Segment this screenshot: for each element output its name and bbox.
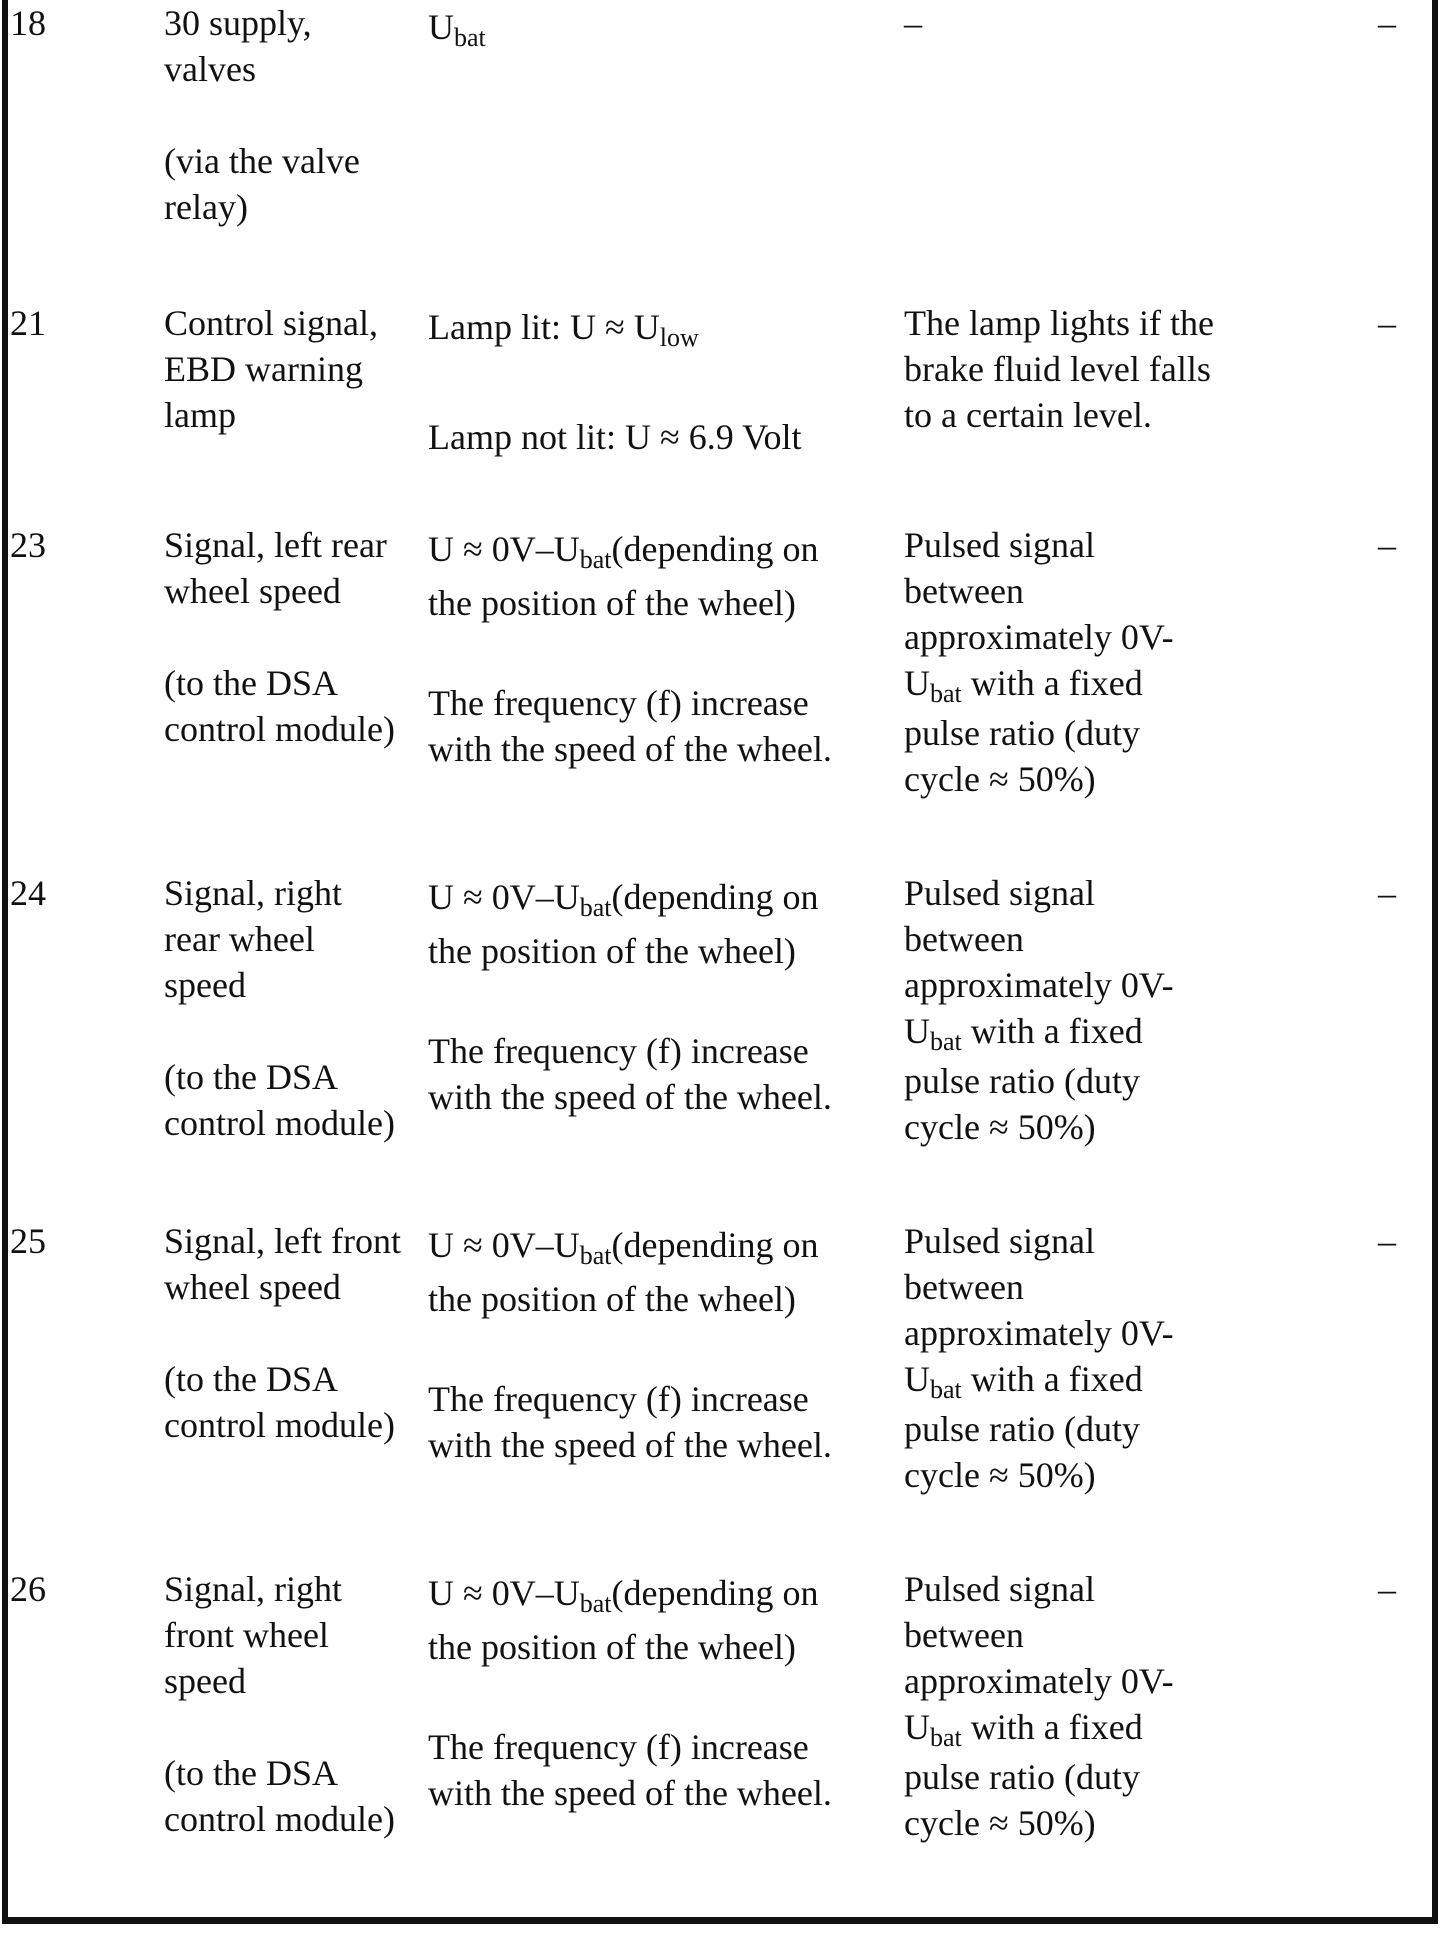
note: Pulsed signal between approximately 0V- $U_{bat}$ with a fixed pulse ratio (duty cycle ≈ 50%) [904,873,1174,1147]
note: Pulsed signal between approximately 0V- $U_{bat}$ with a fixed pulse ratio (duty cycle ≈ 50%) [904,1569,1174,1843]
remark-dash: – [1378,1569,1396,1609]
voltage-value: $U_{bat}$ [428,7,486,52]
voltage-range: $U \approx 0V-U_{bat}(depending$ on [428,529,819,574]
remark-dash: – [1378,303,1396,343]
pin-designation: Signal, right front wheel speed (to the DSA control module) [164,1569,395,1839]
voltage-range: $U \approx 0V-U_{bat}(depending$ on [428,877,819,922]
frequency-note: The frequency (f) increase with the speed of the wheel. [428,1727,832,1813]
note: Pulsed signal between approximately 0V- $U_{bat}$ with a fixed pulse ratio (duty cycle ≈ 50%) [904,525,1174,799]
remark-dash: – [1378,3,1396,43]
remark-dash: – [1378,873,1396,913]
voltage-lamp-lit: Lamp lit: $U \approx U_{low}$ [428,307,699,352]
note: The lamp lights if the brake fluid level falls to a certain level. [904,303,1214,435]
voltage-lamp-not-lit: Lamp not lit: U ≈ 6.9 Volt [428,417,802,457]
frequency-note: The frequency (f) increase with the speed of the wheel. [428,1031,832,1117]
note: – [904,3,922,43]
voltage-range: $U \approx 0V-U_{bat}(depending$ on [428,1225,819,1270]
voltage-range-cont: the position of the wheel) [428,1279,796,1319]
pin-number: 25 [10,1221,46,1261]
pin-designation: Signal, left rear wheel speed (to the DSA control module) [164,525,395,749]
pin-number: 18 [10,3,46,43]
remark-dash: – [1378,525,1396,565]
voltage-range: $U \approx 0V-U_{bat}(depending$ on [428,1573,819,1618]
voltage-range-cont: the position of the wheel) [428,583,796,623]
pin-designation: 30 supply, valves (via the valve relay) [164,3,360,227]
frequency-note: The frequency (f) increase with the speed of the wheel. [428,683,832,769]
voltage-range-cont: the position of the wheel) [428,931,796,971]
pin-number: 23 [10,525,46,565]
pin-designation: Signal, right rear wheel speed (to the DSA control module) [164,873,395,1143]
pin-number: 24 [10,873,46,913]
pin-designation: Control signal, EBD warning lamp [164,303,378,435]
note: Pulsed signal between approximately 0V- $U_{bat}$ with a fixed pulse ratio (duty cycle ≈ 50%) [904,1221,1174,1495]
pin-number: 26 [10,1569,46,1609]
voltage-range-cont: the position of the wheel) [428,1627,796,1667]
pin-number: 21 [10,303,46,343]
remark-dash: – [1378,1221,1396,1261]
frequency-note: The frequency (f) increase with the speed of the wheel. [428,1379,832,1465]
pin-designation: Signal, left front wheel speed (to the DSA control module) [164,1221,401,1445]
